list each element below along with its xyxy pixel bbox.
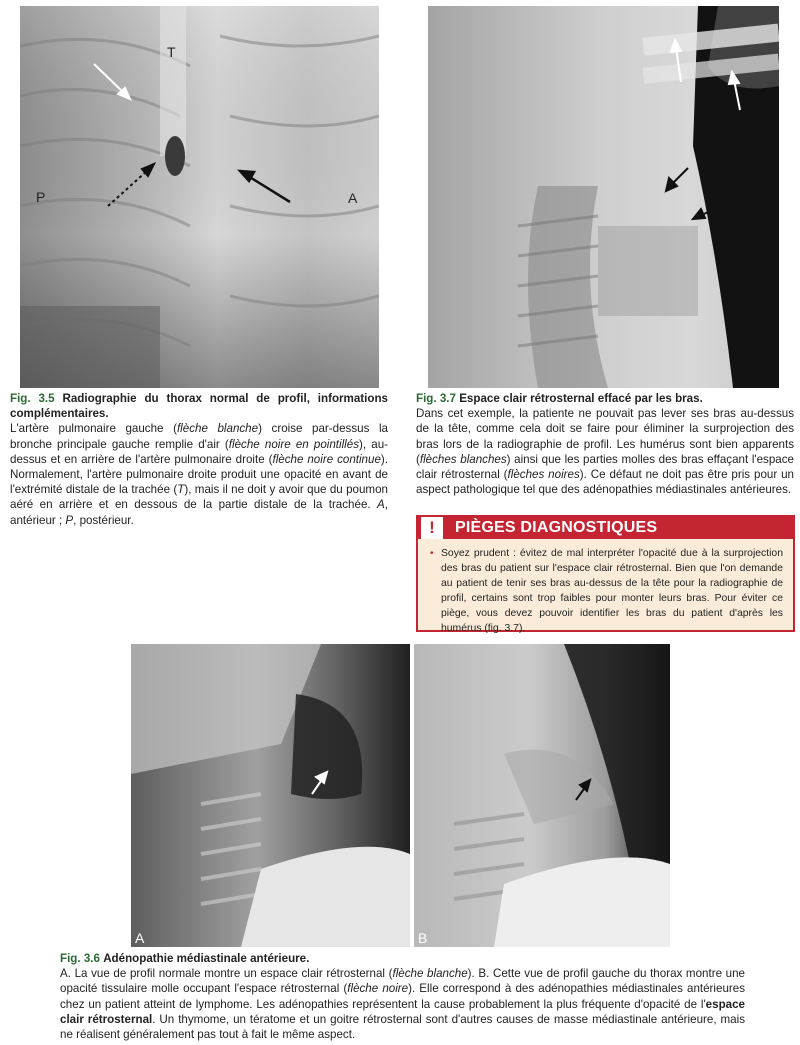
pitfall-header xyxy=(418,517,793,539)
pitfall-box xyxy=(416,515,795,632)
figure-number: Fig. 3.7 xyxy=(416,392,456,405)
trachea-label: T xyxy=(167,44,176,60)
figure-title: Radiographie du thorax normal de profil, informations complémentaires. xyxy=(10,392,388,421)
fig-3-6a-radiograph xyxy=(131,644,410,947)
figure-number: Fig. 3.6 xyxy=(60,952,100,965)
posterior-label: P xyxy=(36,189,46,205)
fig-3-7-caption: Fig. 3.7 Espace clair rétrosternal effacé par les bras. Dans cet exemple, la patiente ne pouvait pas lever ses bras au-dessus de la tête, comme cela doit se faire pour éliminer la surprojection des bras lors de la radiographie de profil. Les humérus sont bien apparents (flèches blanches) ainsi que les parties molles des bras effaçant l'espace clair rétrosternal (flèches noires). Ce défaut ne doit pas être pris pour un aspect pathologique tel que des adénopathies médiastinales antérieures. xyxy=(416,392,794,497)
figure-title: Adénopathie médiastinale antérieure. xyxy=(103,952,310,965)
panel-label-b: B xyxy=(418,930,428,946)
warning-icon: ! xyxy=(421,517,443,539)
pitfall-body xyxy=(418,539,793,636)
pitfall-text: Soyez prudent : évitez de mal interpréter l'opacité due à la surprojection des bras du patient sur l'espace clair rétrosternal. Bien que l'on demande au patient de tenir ses bras au-dessus de la tête pour la radiographie de profil, certains sont trop faibles pour monter leurs bras. Pour éviter ce piège, vous devez pouvoir identifier les bras du patient d'après les humérus (fig. 3.7). xyxy=(441,548,783,634)
figure-title: Espace clair rétrosternal effacé par les bras. xyxy=(459,392,703,405)
fig-3-6-caption: Fig. 3.6 Adénopathie médiastinale antérieure. A. La vue de profil normale montre un espace clair rétrosternal (flèche blanche). B. Cette vue de profil gauche du thorax montre une opacité tissulaire molle occupant l'espace rétrosternal (flèche noire). Elle correspond à des adénopathies médiastinales antérieures chez un patient atteint de lymphome. Les adénopathies représentent la cause probablement la plus fréquente d'opacité de l'espace clair rétrosternal. Un thymome, un tératome et un goitre rétrosternal sont d'autres causes de masse médiastinale antérieure, mais ne réalisent généralement pas tout à fait le même aspect. xyxy=(60,952,745,1042)
fig-3-5-caption: Fig. 3.5 Radiographie du thorax normal de profil, informations complémentaires. L'artère pulmonaire gauche (flèche blanche) croise par-dessus la bronche principale gauche remplie d'air (flèche noire en pointillés), au-dessus et en arrière de l'artère pulmonaire droite (flèche noire continue). Normalement, l'artère pulmonaire droite produit une opacité en avant de l'extrémité distale de la trachée (T), mais il ne doit y avoir que du poumon aéré en arrière et en dessous de la partie distale de la trachée. A, antérieur ; P, postérieur. xyxy=(10,392,388,527)
fig-3-6b-radiograph xyxy=(414,644,670,947)
fig-3-7-radiograph xyxy=(428,6,779,388)
figure-number: Fig. 3.5 xyxy=(10,392,55,405)
bullet-icon: • xyxy=(430,548,434,559)
fig-3-5-radiograph xyxy=(20,6,379,388)
pitfall-heading: PIÈGES DIAGNOSTIQUES xyxy=(455,519,658,536)
panel-label-a: A xyxy=(135,930,145,946)
anterior-label: A xyxy=(348,190,358,206)
